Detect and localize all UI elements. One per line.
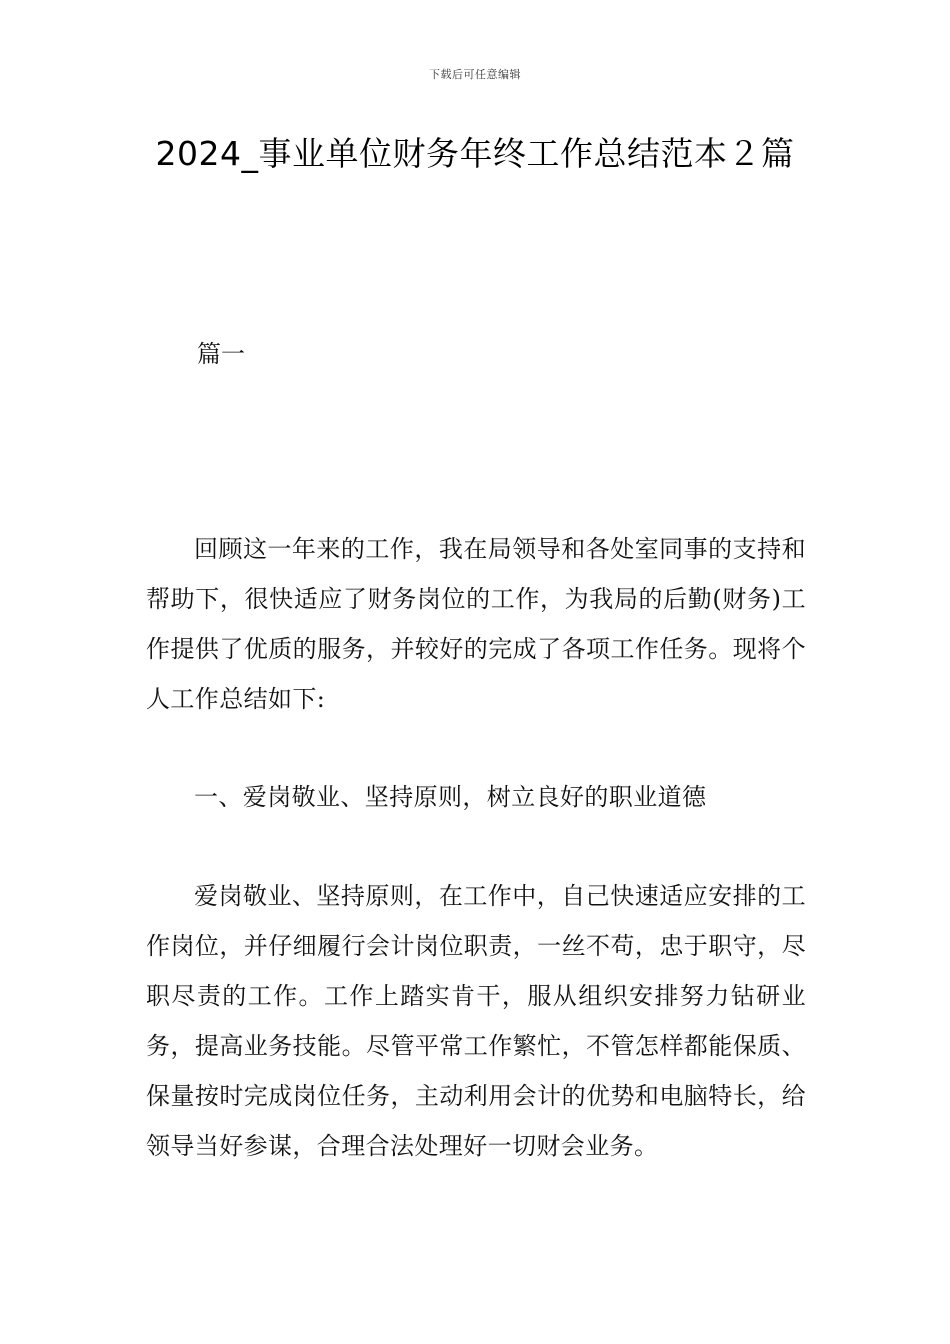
intro-paragraph: 回顾这一年来的工作，我在局领导和各处室同事的支持和帮助下，很快适应了财务岗位的工作，为我局的后勤(财务)工作提供了优质的服务，并较好的完成了各项工作任务。现将个人工作总结如下: bbox=[146, 535, 806, 713]
body-paragraph: 爱岗敬业、坚持原则，在工作中，自己快速适应安排的工作岗位，并仔细履行会计岗位职责，一丝不苟，忠于职守，尽职尽责的工作。工作上踏实肯干，服从组织安排努力钻研业务，提高业务技能。尽管平常工作繁忙，不管怎样都能保质、保量按时完成岗位任务，主动利用会计的优势和电脑特长，给领导当好参谋，合理合法处理好一切财会业务。 bbox=[146, 882, 806, 1160]
header-note: 下载后可任意编辑 bbox=[429, 68, 521, 81]
section-heading: 一、爱岗敬业、坚持原则，树立良好的职业道德 bbox=[194, 783, 707, 811]
section-label: 篇一 bbox=[197, 340, 245, 368]
document-title: 2024_事业单位财务年终工作总结范本２篇 bbox=[155, 134, 795, 173]
